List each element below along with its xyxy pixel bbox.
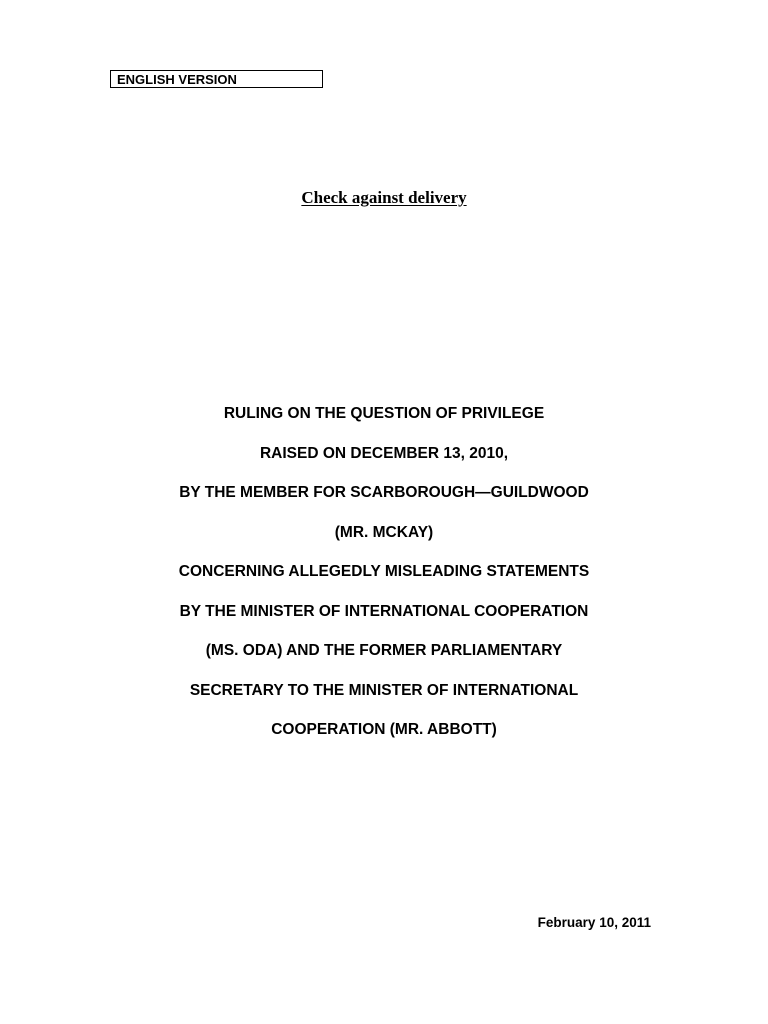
version-label: ENGLISH VERSION — [117, 72, 237, 87]
document-date: February 10, 2011 — [537, 915, 651, 930]
title-line: BY THE MINISTER OF INTERNATIONAL COOPERATION — [179, 602, 589, 620]
title-line: SECRETARY TO THE MINISTER OF INTERNATIONAL — [189, 681, 579, 699]
ruling-title — [0, 402, 768, 758]
title-line: RULING ON THE QUESTION OF PRIVILEGE — [223, 405, 545, 422]
check-against-delivery-note: Check against delivery — [301, 188, 467, 207]
title-line: COOPERATION (MR. ABBOTT) — [271, 721, 497, 738]
title-line: (MS. ODA) AND THE FORMER PARLIAMENTARY — [205, 642, 563, 659]
title-line: BY THE MEMBER FOR SCARBOROUGH—GUILDWOOD — [179, 484, 589, 501]
title-line: CONCERNING ALLEGEDLY MISLEADING STATEMENTS — [178, 563, 590, 580]
title-line: (MR. MCKAY) — [334, 523, 434, 541]
title-line: RAISED ON DECEMBER 13, 2010, — [259, 444, 509, 462]
version-label-box — [110, 70, 323, 88]
